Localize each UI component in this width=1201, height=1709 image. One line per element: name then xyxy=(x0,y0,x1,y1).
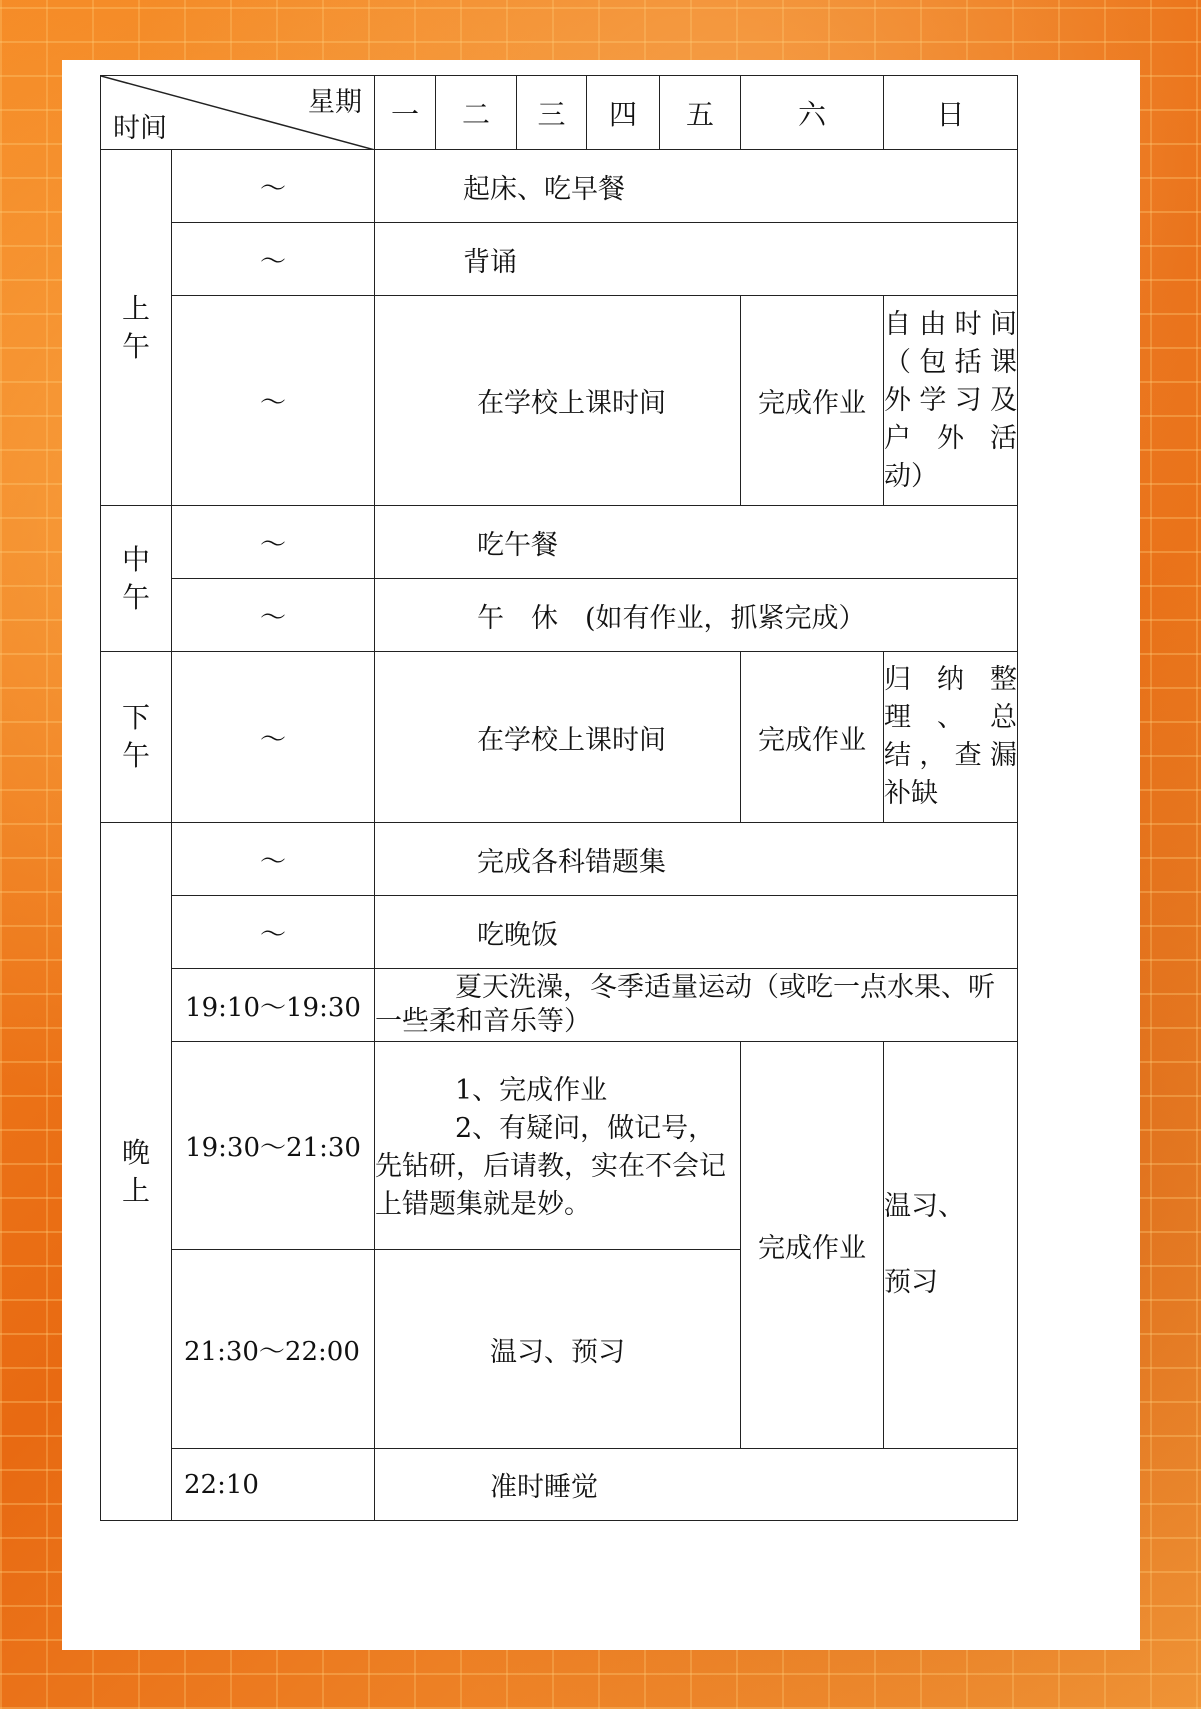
period-morning-label: 上午 xyxy=(121,291,150,363)
row11-time: 21:30～22:00 xyxy=(172,1250,375,1449)
row9-activity-line2: 一些柔和音乐等） xyxy=(375,1006,591,1037)
row7-time: ～ xyxy=(172,823,375,896)
row10-line2: 2、有疑问，做记号， xyxy=(455,1113,716,1144)
schedule-paper xyxy=(62,60,1140,1650)
row6-weekday-activity: 在学校上课时间 xyxy=(375,652,741,823)
day-header-sat: 六 xyxy=(741,76,884,150)
row10-time: 19:30～21:30 xyxy=(172,1042,375,1250)
period-afternoon-label: 下午 xyxy=(121,701,150,772)
row10-saturday-activity: 完成作业 xyxy=(741,1042,884,1449)
row12-time: 22:10 xyxy=(172,1449,375,1521)
period-evening xyxy=(101,823,172,1521)
row6-saturday-activity: 完成作业 xyxy=(741,652,884,823)
period-noon xyxy=(101,506,172,652)
row9-activity xyxy=(375,969,1018,1042)
row5-time: ～ xyxy=(172,579,375,652)
row6-time: ～ xyxy=(172,652,375,823)
row12-activity: 准时睡觉 xyxy=(375,1449,1018,1521)
day-header-tue: 二 xyxy=(436,76,517,150)
day-header-wed: 三 xyxy=(517,76,587,150)
row4-time: ～ xyxy=(172,506,375,579)
row8-time: ～ xyxy=(172,896,375,969)
day-header-mon: 一 xyxy=(375,76,436,150)
day-header-sun: 日 xyxy=(884,76,1018,150)
row1-time: ～ xyxy=(172,150,375,223)
row5-activity: 午 休 (如有作业，抓紧完成） xyxy=(375,579,1018,652)
row4-activity: 吃午餐 xyxy=(375,506,1018,579)
row3-weekday-activity: 在学校上课时间 xyxy=(375,296,741,506)
row11-weekday-activity: 温习、预习 xyxy=(375,1250,741,1449)
header-corner-cell xyxy=(101,76,375,150)
period-noon-label: 中午 xyxy=(121,542,150,614)
period-morning xyxy=(101,150,172,506)
row10-sunday-activity xyxy=(884,1042,1018,1449)
day-header-thu: 四 xyxy=(587,76,660,150)
corner-weekday-label: 星期 xyxy=(308,87,362,118)
period-evening-label: 晚上 xyxy=(121,1135,150,1207)
row1-activity: 起床、吃早餐 xyxy=(375,150,1018,223)
row10-sunday-line2: 预习 xyxy=(884,1267,938,1298)
row10-line4: 上错题集就是妙。 xyxy=(375,1189,591,1220)
row10-line1: 1、完成作业 xyxy=(455,1075,608,1106)
row10-sunday-line1: 温习、 xyxy=(884,1191,965,1222)
schedule-table xyxy=(100,75,1018,1521)
row2-time: ～ xyxy=(172,223,375,296)
row9-activity-line1: 夏天洗澡，冬季适量运动（或吃一点水果、听 xyxy=(455,972,995,1003)
row3-sunday-activity: 自由时间（包括课外学习及户 外 活 动） xyxy=(884,296,1018,506)
row2-activity: 背诵 xyxy=(375,223,1018,296)
row6-sunday-activity: 归 纳 整理、总结，查漏补缺 xyxy=(884,652,1018,823)
row10-line3: 先钻研，后请教，实在不会记 xyxy=(375,1151,726,1182)
row3-saturday-activity: 完成作业 xyxy=(741,296,884,506)
row8-activity: 吃晚饭 xyxy=(375,896,1018,969)
row9-time: 19:10～19:30 xyxy=(172,969,375,1042)
period-afternoon xyxy=(101,652,172,823)
corner-time-label: 时间 xyxy=(113,113,167,144)
day-header-fri: 五 xyxy=(660,76,741,150)
row3-time: ～ xyxy=(172,296,375,506)
row10-weekday-activity xyxy=(375,1042,741,1250)
row7-activity: 完成各科错题集 xyxy=(375,823,1018,896)
